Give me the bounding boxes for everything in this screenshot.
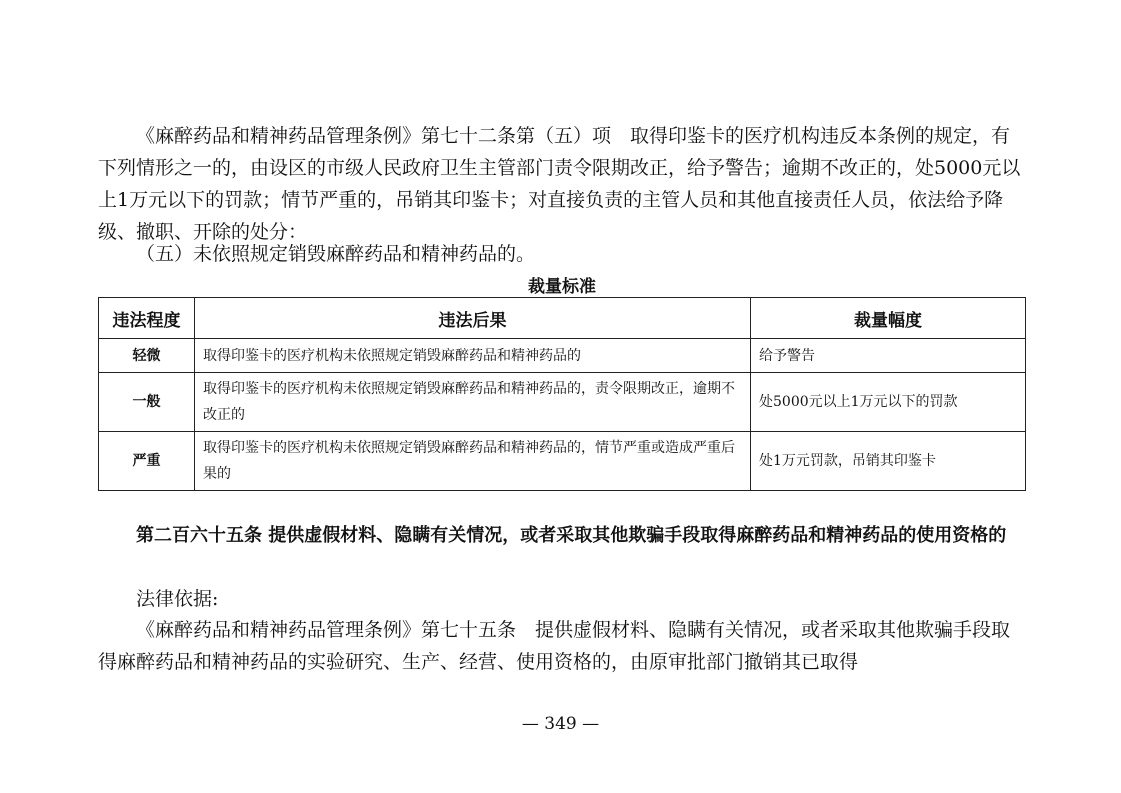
discretion-table (98, 297, 1026, 491)
consequence-cell: 取得印鉴卡的医疗机构未依照规定销毁麻醉药品和精神药品的 (195, 339, 751, 373)
page-number: — 349 — (521, 714, 600, 734)
item-five: （五）未依照规定销毁麻醉药品和精神药品的。 (136, 243, 536, 265)
paragraph-article-72: 《麻醉药品和精神药品管理条例》第七十二条第（五）项 取得印鉴卡的医疗机构违反本条例的规定，有下列情形之一的，由设区的市级人民政府卫生主管部门责令限期改正，给予警告；逾期不改正的，处5000元以上1万元以下的罚款；情节严重的，吊销其印鉴卡；对直接负责的主管人员和其他直接责任人员，依法给予降级、撤职、开除的处分： (98, 125, 1021, 243)
consequence-cell: 取得印鉴卡的医疗机构未依照规定销毁麻醉药品和精神药品的，责令限期改正，逾期不改正的 (195, 373, 751, 432)
severity-cell: 轻微 (99, 339, 195, 373)
severity-cell: 一般 (99, 373, 195, 432)
severity-cell: 严重 (99, 432, 195, 491)
table-row (99, 432, 1026, 491)
paragraph-article-75: 《麻醉药品和精神药品管理条例》第七十五条 提供虚假材料、隐瞒有关情况，或者采取其他欺骗手段取得麻醉药品和精神药品的实验研究、生产、经营、使用资格的，由原审批部门撤销其已取得 (98, 619, 1011, 673)
table-title: 裁量标准 (528, 277, 596, 297)
header-severity: 违法程度 (99, 298, 195, 339)
table-row (99, 373, 1026, 432)
penalty-cell: 给予警告 (751, 339, 1026, 373)
penalty-cell: 处1万元罚款，吊销其印鉴卡 (751, 432, 1026, 491)
table-header-row (99, 298, 1026, 339)
table-row (99, 339, 1026, 373)
consequence-cell: 取得印鉴卡的医疗机构未依照规定销毁麻醉药品和精神药品的，情节严重或造成严重后果的 (195, 432, 751, 491)
article-265-heading: 第二百六十五条 提供虚假材料、隐瞒有关情况，或者采取其他欺骗手段取得麻醉药品和精神药品的使用资格的 (136, 525, 1007, 546)
penalty-cell: 处5000元以上1万元以下的罚款 (751, 373, 1026, 432)
legal-basis-label: 法律依据: (136, 588, 219, 610)
header-consequence: 违法后果 (195, 298, 751, 339)
header-penalty: 裁量幅度 (751, 298, 1026, 339)
